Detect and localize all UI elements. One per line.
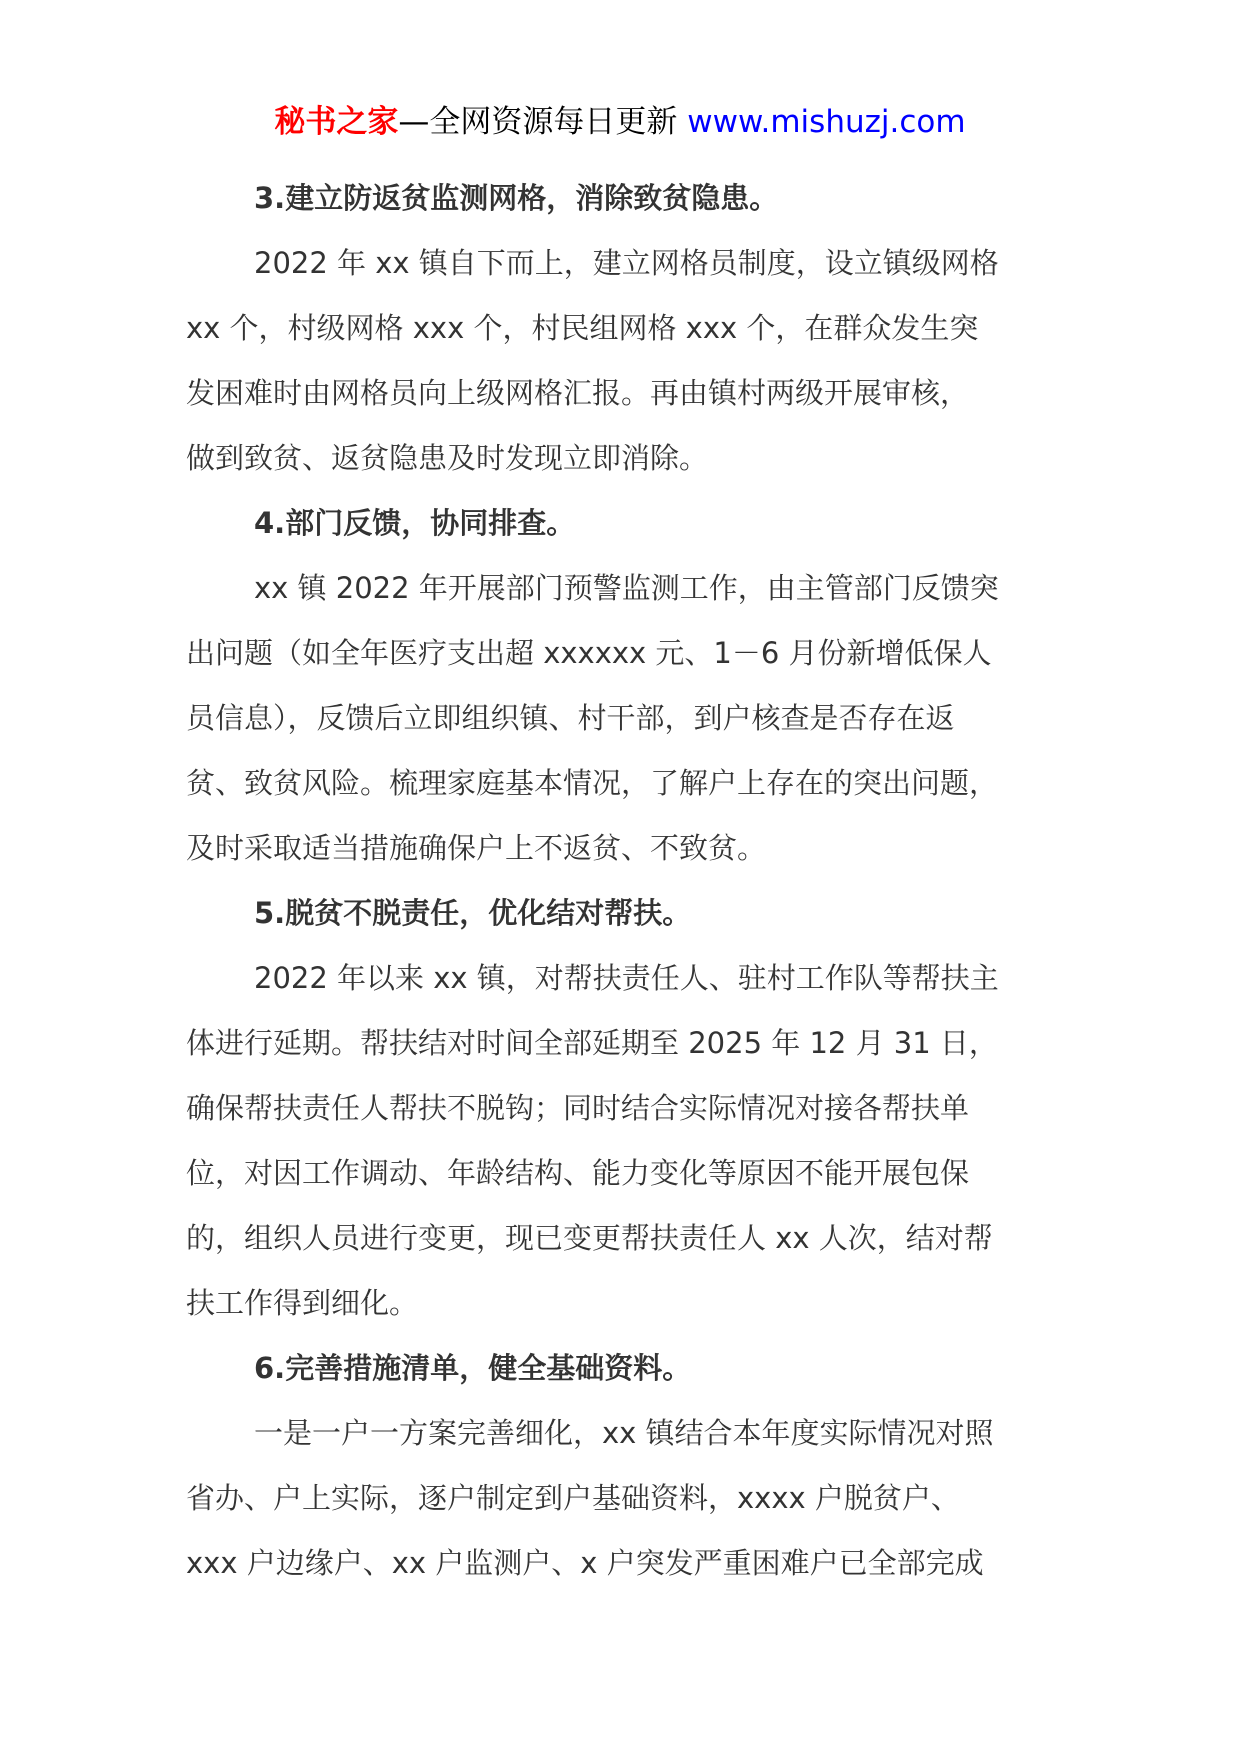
- paragraph-line: 扶工作得到细化。: [186, 1286, 419, 1320]
- paragraph-line: 位，对因工作调动、年龄结构、能力变化等原因不能开展包保: [186, 1156, 970, 1190]
- brand-name: 秘书之家: [274, 104, 399, 140]
- paragraph-line: xx 个，村级网格 xxx 个，村民组网格 xxx 个，在群众发生突: [186, 311, 979, 345]
- site-url-link[interactable]: www.mishuzj.com: [687, 104, 966, 140]
- paragraph-line: 发困难时由网格员向上级网格汇报。再由镇村两级开展审核，: [186, 376, 970, 410]
- paragraph-line: xx 镇 2022 年开展部门预警监测工作，由主管部门反馈突: [254, 571, 999, 605]
- header-tagline: —全网资源每日更新: [398, 104, 688, 140]
- section-heading-6: 6.完善措施清单，健全基础资料。: [254, 1351, 692, 1385]
- section-paragraph-6: [186, 1401, 1054, 1596]
- paragraph-line: 一是一户一方案完善细化，xx 镇结合本年度实际情况对照: [254, 1416, 994, 1450]
- document-body: [186, 166, 1054, 1596]
- paragraph-line: 体进行延期。帮扶结对时间全部延期至 2025 年 12 月 31 日，: [186, 1026, 998, 1060]
- section-heading-3: 3.建立防返贫监测网格，消除致贫隐患。: [254, 181, 779, 215]
- section-paragraph-5: [186, 946, 1054, 1336]
- paragraph-line: 员信息），反馈后立即组织镇、村干部，到户核查是否存在返: [186, 701, 955, 735]
- paragraph-line: 出问题（如全年医疗支出超 xxxxxx 元、1－6 月份新增低保人: [186, 636, 992, 670]
- paragraph-line: 确保帮扶责任人帮扶不脱钩；同时结合实际情况对接各帮扶单: [186, 1091, 970, 1125]
- paragraph-line: 及时采取适当措施确保户上不返贫、不致贫。: [186, 831, 767, 865]
- paragraph-line: xxx 户边缘户、xx 户监测户、x 户突发严重困难户已全部完成: [186, 1546, 984, 1580]
- section-heading-4: 4.部门反馈，协同排查。: [254, 506, 576, 540]
- section-paragraph-3: [186, 231, 1054, 491]
- section-paragraph-4: [186, 556, 1054, 881]
- paragraph-line: 做到致贫、返贫隐患及时发现立即消除。: [186, 441, 709, 475]
- paragraph-line: 2022 年 xx 镇自下而上，建立网格员制度，设立镇级网格: [254, 246, 999, 280]
- paragraph-line: 贫、致贫风险。梳理家庭基本情况，了解户上存在的突出问题，: [186, 766, 999, 800]
- site-header: [0, 100, 1240, 144]
- paragraph-line: 2022 年以来 xx 镇，对帮扶责任人、驻村工作队等帮扶主: [254, 961, 999, 995]
- section-heading-5: 5.脱贫不脱责任，优化结对帮扶。: [254, 896, 692, 930]
- paragraph-line: 的，组织人员进行变更，现已变更帮扶责任人 xx 人次，结对帮: [186, 1221, 993, 1255]
- paragraph-line: 省办、户上实际，逐户制定到户基础资料，xxxx 户脱贫户、: [186, 1481, 960, 1515]
